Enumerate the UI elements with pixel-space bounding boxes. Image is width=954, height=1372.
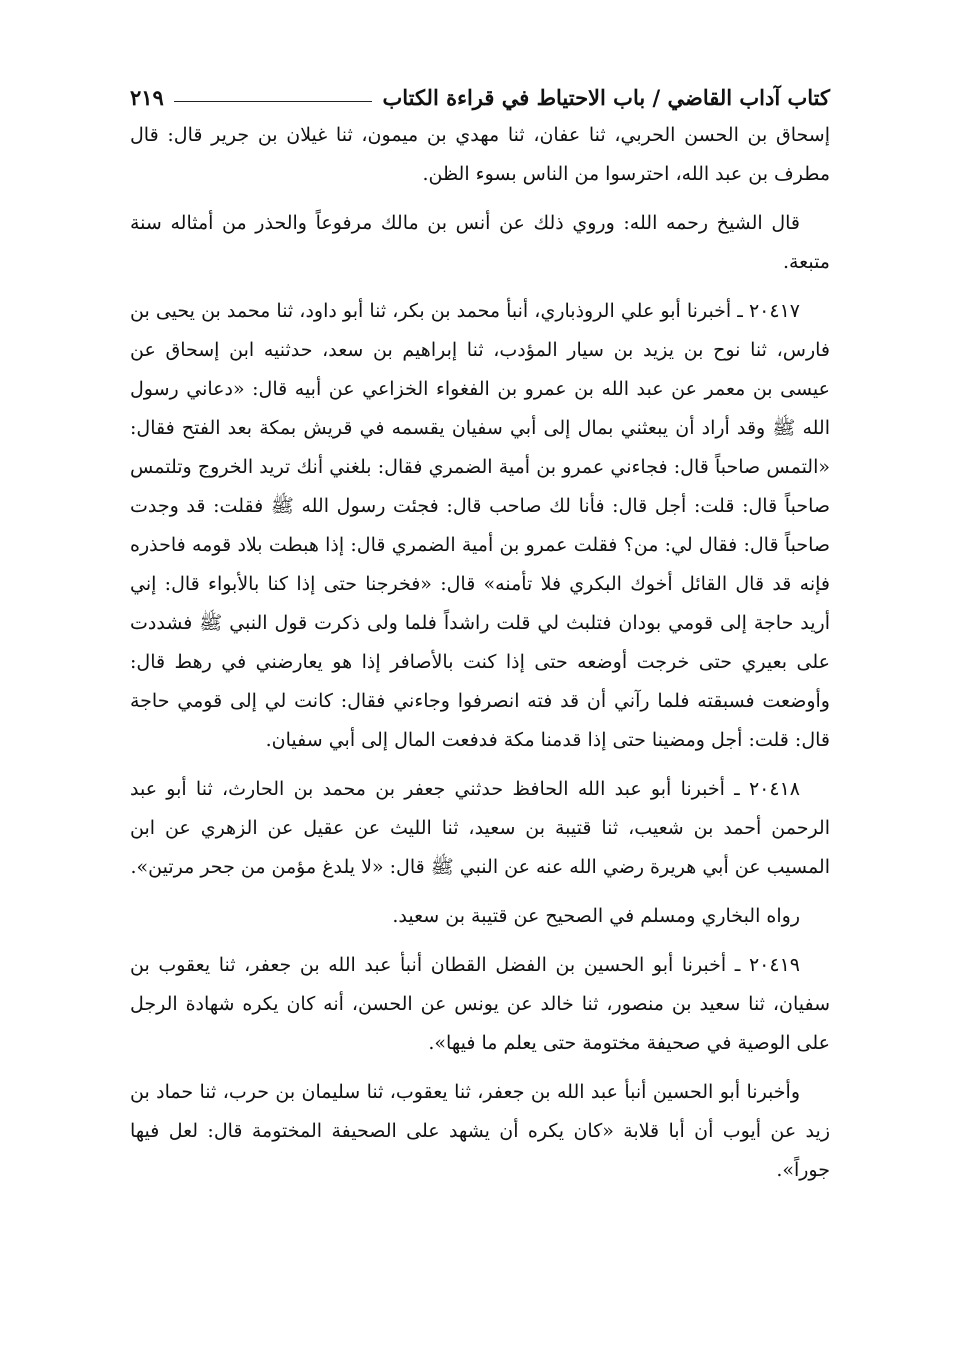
paragraph-sheikh-comment: قال الشيخ رحمه الله: وروي ذلك عن أنس بن مالك مرفوعاً والحذر من أمثاله سنة متبعة. [130, 212, 830, 273]
paragraph-bukhari-muslim: رواه البخاري ومسلم في الصحيح عن قتيبة بن سعيد. [392, 905, 800, 927]
page-number: ٢١٩ [130, 85, 164, 110]
hadith-20418: ٢٠٤١٨ ـ أخبرنا أبو عبد الله الحافظ حدثني جعفر بن محمد بن الحارث، ثنا أبو عبد الرحمن أحمد بن شعيب، ثنا قتيبة بن سعيد، ثنا الليث عن عقيل عن الزهري عن ابن المسيب عن أبي هريرة رضي الله عنه عن النبي ﷺ قال: «لا يلدغ مؤمن من جحر مرتين». [130, 778, 830, 878]
paragraph-continuation: إسحاق بن الحسن الحربي، ثنا عفان، ثنا مهدي بن ميمون، ثنا غيلان بن جرير قال: قال مطرف بن عبد الله، احترسوا من الناس بسوء الظن. [130, 124, 830, 185]
hadith-20417: ٢٠٤١٧ ـ أخبرنا أبو علي الروذباري، أنبأ محمد بن بكر، ثنا أبو داود، ثنا محمد بن يحيى بن فارس، ثنا نوح بن يزيد بن سيار المؤدب، ثنا إبراهيم بن سعد، حدثنيه ابن إسحاق عن عيسى بن معمر عن عبد الله بن عمرو بن الفغواء الخزاعي عن أبيه قال: «دعاني رسول الله ﷺ وقد أراد أن يبعثني بمال إلى أبي سفيان يقسمه في قريش بمكة بعد الفتح فقال: «التمس صاحباً قال: فجاءني عمرو بن أمية الضمري فقال: بلغني أنك تريد الخروج وتلتمس صاحباً قال: قلت: أجل قال: فأنا لك صاحب قال: فجئت رسول الله ﷺ فقلت: قد وجدت صاحباً قال: فقال لي: من؟ فقلت عمرو بن أمية الضمري قال: إذا هبطت بلاد قومه فاحذره فإنه قد قال القائل أخوك البكري فلا تأمنه» قال: «فخرجنا حتى إذا كنا بالأبواء قال: إني أريد حاجة إلى قومي بودان فتلبث لي قلت راشداً فلما ولى ذكرت قول النبي ﷺ فشددت على بعيري حتى خرجت أوضعه حتى إذا كنت بالأصافر إذا هو يعارضني في رهط قال: وأوضعت فسبقته فلما رآني أن قد فته انصرفوا وجاءني فقال: كانت لي إلى قومي حاجة قال: قلت: أجل ومضينا حتى إذا قدمنا مكة فدفعت المال إلى أبي سفيان. [130, 300, 830, 751]
hadith-20419: ٢٠٤١٩ ـ أخبرنا أبو الحسين بن الفضل القطان أنبأ عبد الله بن جعفر، ثنا يعقوب بن سفيان، ثنا سعيد بن منصور، ثنا خالد عن يونس عن الحسن، أنه كان يكره شهادة الرجل على الوصية في صحيفة مختومة حتى يعلم ما فيها». [130, 954, 831, 1054]
running-header [130, 70, 830, 110]
book-page [130, 70, 830, 1200]
paragraph-abu-qilaba: وأخبرنا أبو الحسين أنبأ عبد الله بن جعفر، ثنا يعقوب، ثنا سليمان بن حرب، ثنا حماد بن زيد عن أيوب أن أبا قلابة «كان يكره أن يشهد على الصحيفة المختومة قال: لعل فيها جوراً». [130, 1081, 830, 1181]
running-header-title: كتاب آداب القاضي / باب الاحتياط في قراءة الكتاب [382, 85, 830, 110]
header-rule [174, 101, 373, 102]
